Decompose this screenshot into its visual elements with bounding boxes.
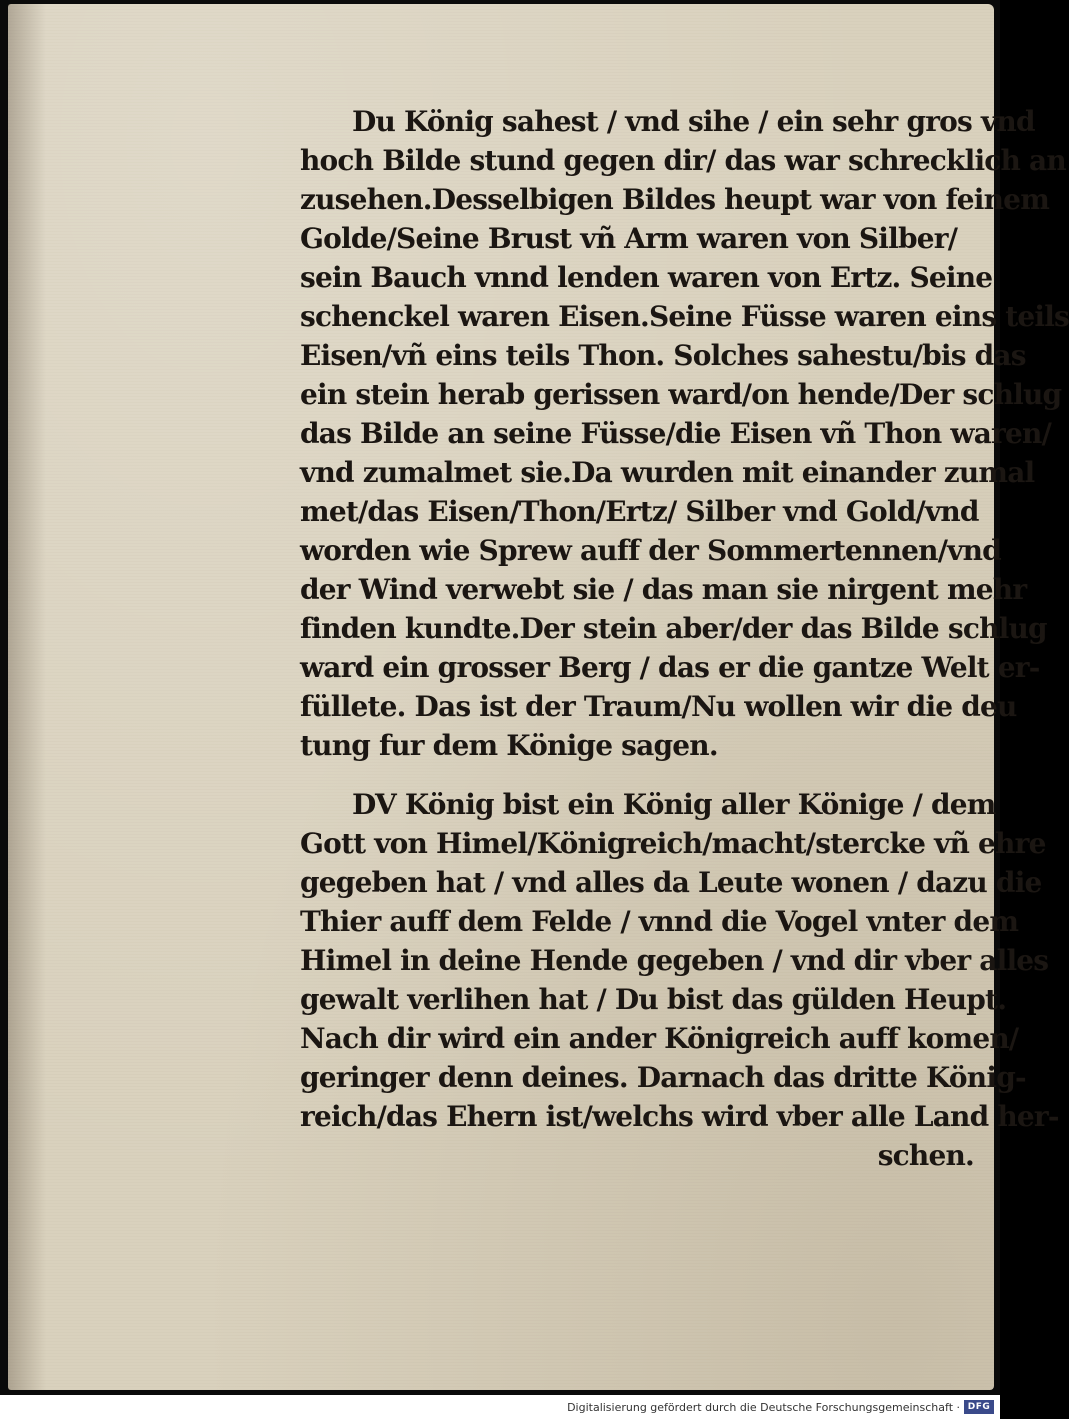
text-line: sein Bauch vnnd lenden waren von Ertz. Seine (300, 261, 993, 294)
text-line: füllete. Das ist der Traum/Nu wollen wir die deu (300, 690, 1017, 723)
text-line: Gott von Himel/Königreich/macht/stercke vñ ehre (300, 827, 1046, 860)
text-line: zusehen.Desselbigen Bildes heupt war von feinem (300, 183, 1050, 216)
text-line: schen. (877, 1139, 974, 1172)
text-line: Himel in deine Hende gegeben / vnd dir vber alles (300, 944, 1049, 977)
text-line: Du König sahest / vnd sihe / ein sehr gros vnd (352, 105, 1035, 138)
text-line: ward ein grosser Berg / das er die gantze Welt er- (300, 651, 1040, 684)
text-line: finden kundte.Der stein aber/der das Bilde schlug (300, 612, 1047, 645)
text-line: hoch Bilde stund gegen dir/ das war schrecklich an (300, 144, 1066, 177)
text-line: Thier auff dem Felde / vnnd die Vogel vnter dem (300, 905, 1019, 938)
text-line: Eisen/vñ eins teils Thon. Solches sahestu/bis das (300, 339, 1026, 372)
text-line: das Bilde an seine Füsse/die Eisen vñ Thon waren/ (300, 417, 1051, 450)
text-line: Golde/Seine Brust vñ Arm waren von Silber/ (300, 222, 958, 255)
text-line: DV König bist ein König aller Könige / dem (352, 788, 996, 821)
funding-notice: Digitalisierung gefördert durch die Deutsche Forschungsgemeinschaft · (567, 1401, 960, 1414)
text-line: worden wie Sprew auff der Sommertennen/vnd (300, 534, 1001, 567)
text-line: geringer denn deines. Darnach das dritte König- (300, 1061, 1026, 1094)
text-block (300, 102, 1069, 1175)
text-line: tung fur dem Könige sagen. (300, 729, 718, 762)
text-line: gewalt verlihen hat / Du bist das gülden Heupt. (300, 983, 1007, 1016)
text-line: der Wind verwebt sie / das man sie nirgent mehr (300, 573, 1027, 606)
paragraph-gap (300, 765, 980, 785)
text-line: met/das Eisen/Thon/Ertz/ Silber vnd Gold/vnd (300, 495, 979, 528)
text-line: ein stein herab gerissen ward/on hende/Der schlug (300, 378, 1062, 411)
text-line: reich/das Ehern ist/welchs wird vber alle Land her- (300, 1100, 1059, 1133)
text-line: gegeben hat / vnd alles da Leute wonen / dazu die (300, 866, 1042, 899)
dfg-logo: DFG (964, 1400, 994, 1414)
text-line: schenckel waren Eisen.Seine Füsse waren eins teils (300, 300, 1069, 333)
text-line: Nach dir wird ein ander Königreich auff komen/ (300, 1022, 1019, 1055)
text-line: vnd zumalmet sie.Da wurden mit einander zumal (300, 456, 1035, 489)
